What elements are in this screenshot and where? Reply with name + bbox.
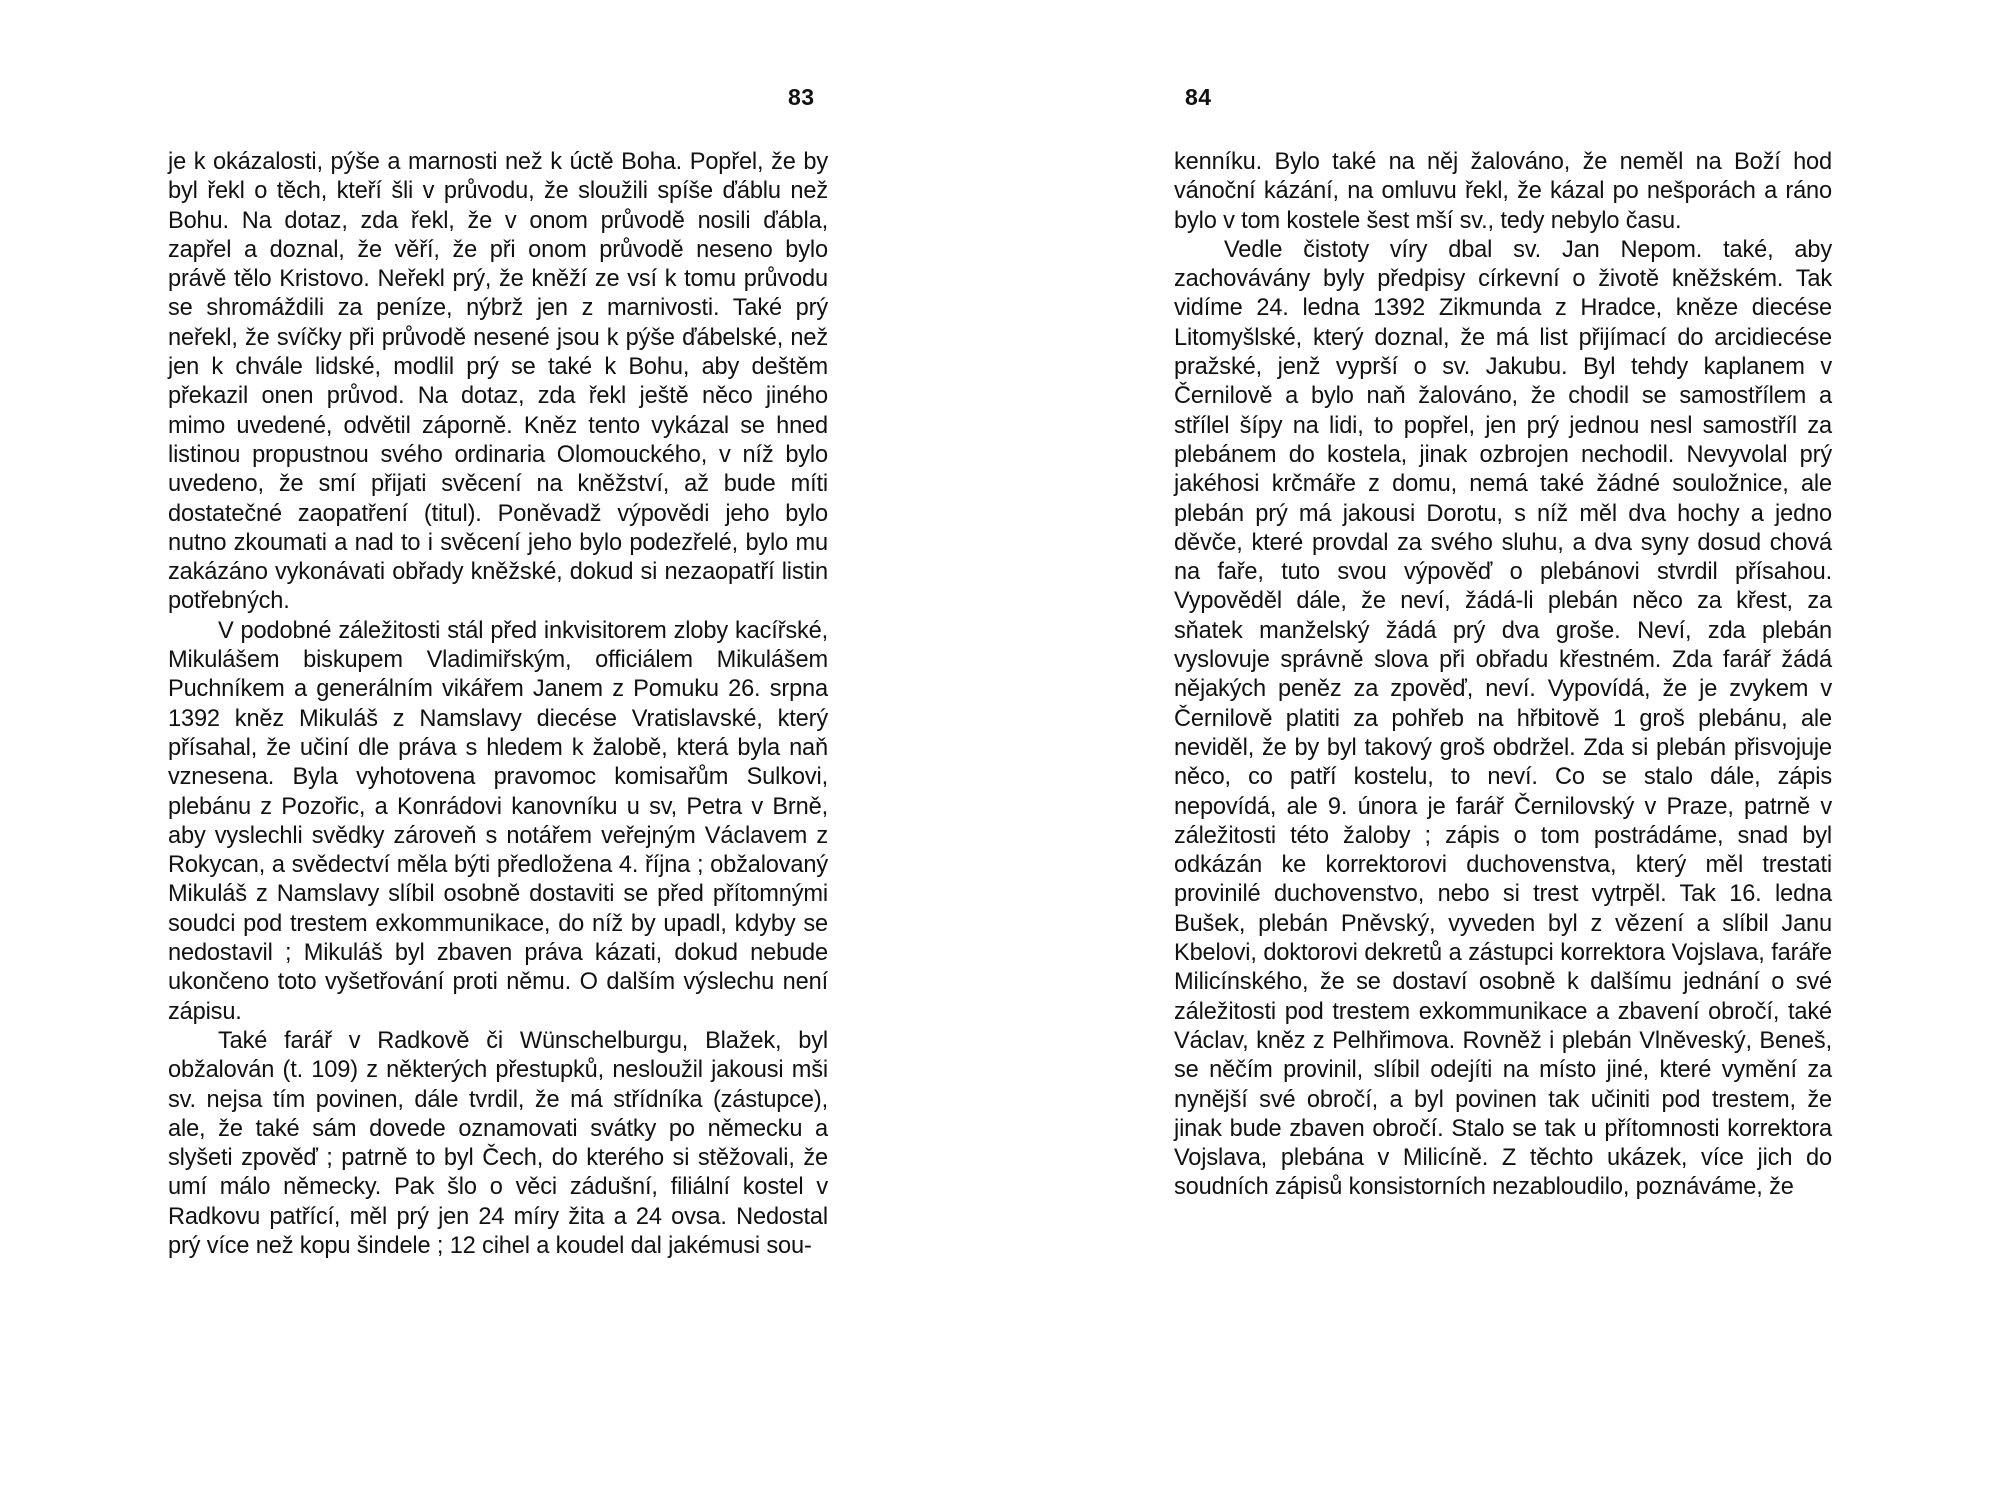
page-number: 83 [788,84,815,110]
page-number: 84 [1185,84,1212,110]
right-page [999,0,1998,1501]
paragraph: Vedle čistoty víry dbal sv. Jan Nepom. také, aby zachovávány byly předpisy církevní o životě kněžském. Tak vidíme 24. ledna 1392 Zikmunda z Hradce, kněze diecése Litomyšlské, který doznal, že má list přijímací do arcidiecése pražské, jenž vyprší o sv. Jakubu. Byl tehdy kaplanem v Černilově a bylo naň žalováno, že chodil se samostřílem a střílel šípy na lidi, to popřel, jen prý jednou nesl samostříl za plebánem do kostela, jinak ozbrojen nechodil. Nevyvolal prý jakéhosi krčmáře z domu, nemá také žádné souložnice, ale plebán prý má jakousi Dorotu, s níž měl dva hochy a jedno děvče, které provdal za svého sluhu, a dva syny dosud chová na faře, tuto svou výpověď o plebánovi stvrdil přísahou. Vypověděl dále, že neví, žádá-li plebán něco za křest, za sňatek manželský žádá prý dva groše. Neví, zda plebán vyslovuje správně slova při obřadu křestném. Zda farář žádá nějakých peněz za zpověď, neví. Vypovídá, že je zvykem v Černilově platiti za pohřeb na hřbitově 1 groš plebánu, ale neviděl, že by byl takový groš obdržel. Zda si plebán přisvojuje něco, co patří kostelu, to neví. Co se stalo dále, zápis nepovídá, ale 9. února je farář Černilovský v Praze, patrně v záležitosti této žaloby ; zápis o tom postrádáme, snad byl odkázán ke korrektorovi duchovenstva, který měl trestati provinilé duchovenstvo, nebo si trest vytrpěl. Tak 16. ledna Bušek, plebán Pněvský, vyveden byl z vězení a slíbil Janu Kbelovi, doktorovi dekretů a zástupci korrektora Vojslava, faráře Milicínského, že se dostaví osobně k dalšímu jednání o své záležitosti pod trestem exkommunikace a zbavení obročí, také Václav, kněz z Pelhřimova. Rovněž i plebán Vlněveský, Beneš, se něčím provinil, slíbil odejíti na místo jiné, které vymění za nynější své obročí, a byl povinen tak učiniti pod trestem, že jinak bude zbaven obročí. Stalo se tak u přítomnosti korrektora Vojslava, plebána v Milicíně. Z těchto ukázek, více jich do soudních zápisů konsistorních nezabloudilo, poznáváme, že [1174,236,1832,1201]
paragraph: Také farář v Radkově či Wünschelburgu, Blažek, byl obžalován (t. 109) z některých přestupků, nesloužil jakousi mši sv. nejsa tím povinen, dále tvrdil, že má střídníka (zástupce), ale, že také sám dovede oznamovati svátky po německu a slyšeti zpověď ; patrně to byl Čech, do kterého si stěžovali, že umí málo německy. Pak šlo o věci zádušní, filiální kostel v Radkovu patřící, měl prý jen 24 míry žita a 24 ovsa. Nedostal prý více než kopu šindele ; 12 cihel a koudel dal jakémusi sou- [168,1027,828,1259]
page-text [168,148,828,1261]
paragraph: V podobné záležitosti stál před inkvisitorem zloby kacířské, Mikulášem biskupem Vladimiřským, officiálem Mikulášem Puchníkem a generálním vikářem Janem z Pomuku 26. srpna 1392 kněz Mikuláš z Namslavy diecése Vratislavské, který přísahal, že učiní dle práva s hledem k žalobě, která byla naň vznesena. Byla vyhotovena pravomoc komisařům Sulkovi, plebánu z Pozořic, a Konrádovi kanovníku u sv, Petra v Brně, aby vyslechli svědky zároveň s notářem veřejným Václavem z Rokycan, a svědectví měla býti předložena 4. října ; obžalovaný Mikuláš z Namslavy slíbil osobně dostaviti se před přítomnými soudci pod trestem exkommunikace, do níž by upadl, kdyby se nedostavil ; Mikuláš byl zbaven práva kázati, dokud nebude ukončeno toto vyšetřování proti němu. O dalším výslechu není zápisu. [168,617,828,1025]
paragraph: kenníku. Bylo také na něj žalováno, že neměl na Boží hod vánoční kázání, na omluvu řekl, že kázal po nešporách a ráno bylo v tom kostele šest mší sv., tedy nebylo času. [1174,149,1832,234]
paragraph: je k okázalosti, pýše a marnosti než k úctě Boha. Popřel, že by byl řekl o těch, kteří šli v průvodu, že sloužili spíše ďáblu než Bohu. Na dotaz, zda řekl, že v onom průvodě nosili ďábla, zapřel a doznal, že věří, že při onom průvodě neseno bylo právě tělo Kristovo. Neřekl prý, že kněží ze vsí k tomu průvodu se shromáždili za peníze, nýbrž jen z marnivosti. Také prý neřekl, že svíčky při průvodě nesené jsou k pýše ďábelské, než jen k chvále lidské, modlil prý se také k Bohu, aby deštěm překazil onen průvod. Na dotaz, zda řekl ještě něco jiného mimo uvedené, odvětil záporně. Kněz tento vykázal se hned listinou propustnou svého ordinaria Olomouckého, v níž bylo uvedeno, že smí přijati svěcení na kněžství, až bude míti dostatečné zaopatření (titul). Poněvadž výpovědi jeho bylo nutno zkoumati a nad to i svěcení jeho bylo podezřelé, bylo mu zakázáno vykonávati obřady kněžské, dokud si nezaopatří listin potřebných. [168,149,828,615]
page-text [1174,148,1832,1203]
